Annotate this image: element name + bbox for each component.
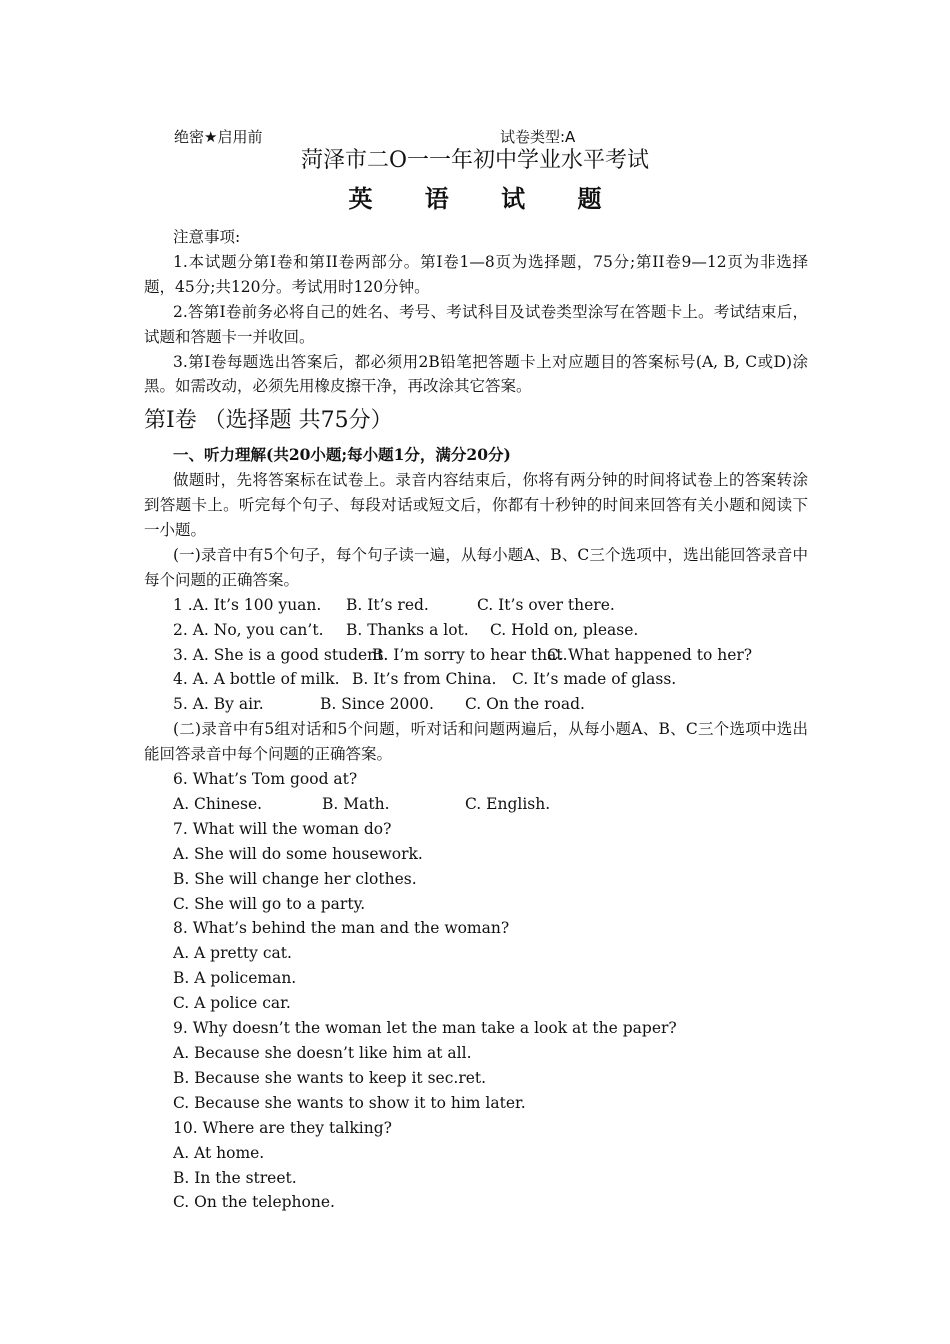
option-b: B. Thanks a lot.	[346, 620, 469, 639]
option-c: C. It’s over there.	[477, 595, 615, 614]
notes-heading: 注意事项:	[173, 228, 241, 246]
note-item-3: 3.第I卷每题选出答案后，都必须用2B铅笔把答题卡上对应题目的答案标号(A, B, C或D)涂黑。如需改动，必须先用橡皮擦干净，再改涂其它答案。	[144, 352, 808, 396]
option-a: A. Because she doesn’t like him at all.	[173, 1044, 472, 1062]
option-a: A. At home.	[173, 1143, 265, 1162]
part-intro: 做题时，先将答案标在试卷上。录音内容结束后，你将有两分钟的时间将试卷上的答案转涂到答题卡上。听完每个句子、每段对话或短文后，你都有十秒钟的时间来回答有关小题和阅读下一小题。	[144, 471, 808, 540]
note-item-2: 2.答第I卷前务必将自己的姓名、考号、考试科目及试卷类型涂写在答题卡上。考试结束后，试题和答题卡一并收回。	[144, 302, 808, 346]
note-item-1: 1.本试题分第I卷和第II卷两部分。第I卷1—8页为选择题，75分;第II卷9—12页为非选择题，45分;共120分。考试用时120分钟。	[144, 252, 808, 296]
option-b: B. It’s from China.	[352, 670, 497, 689]
question-10: 10. Where are they talking?	[173, 1118, 392, 1137]
option-b: B. It’s red.	[346, 595, 429, 614]
question-row-4	[144, 667, 808, 692]
header-line	[174, 126, 794, 148]
option-c: C. A police car.	[173, 994, 291, 1013]
question-8: 8. What’s behind the man and the woman?	[173, 919, 510, 938]
option-c: C. What happened to her?	[547, 645, 753, 664]
option-c: C. English.	[465, 794, 551, 813]
option-c: C. She will go to a party.	[173, 894, 366, 913]
question-6-options	[144, 792, 808, 817]
option-b: B. Since 2000.	[320, 695, 434, 714]
option-b: B. Because she wants to keep it sec.ret.	[173, 1068, 487, 1087]
exam-body	[144, 225, 808, 1215]
option-c: C. On the road.	[465, 695, 585, 714]
option-c: C. Because she wants to show it to him later.	[173, 1093, 526, 1112]
exam-title: 菏泽市二O一一年初中学业水平考试	[300, 148, 650, 173]
part-title: 一、听力理解(共20小题;每小题1分，满分20分)	[173, 445, 511, 465]
subpart-1-instructions: (一)录音中有5个句子，每个句子读一遍，从每小题A、B、C三个选项中，选出能回答录音中每个问题的正确答案。	[144, 545, 808, 589]
subpart-2-instructions: (二)录音中有5组对话和5个问题，听对话和问题两遍后，从每小题A、B、C三个选项中选出能回答录音中每个问题的正确答案。	[144, 720, 808, 764]
option-c: C. Hold on, please.	[490, 620, 639, 639]
option-c: C. It’s made of glass.	[512, 670, 677, 689]
question-row-5	[144, 692, 808, 717]
option-a: A. Chinese.	[173, 794, 263, 813]
option-b: B. A policeman.	[173, 969, 297, 988]
option-b: B. Math.	[322, 794, 390, 813]
option-b: B. I’m sorry to hear that.	[372, 645, 568, 664]
question-row-3	[144, 643, 808, 668]
question-9: 9. Why doesn’t the woman let the man take a look at the paper?	[173, 1019, 677, 1038]
option-b: B. She will change her clothes.	[173, 869, 417, 888]
option-a: A. A pretty cat.	[173, 944, 292, 963]
option-c: C. On the telephone.	[173, 1193, 335, 1212]
option-a: A. She will do some housework.	[173, 844, 423, 863]
option-b: B. In the street.	[173, 1168, 297, 1187]
question-7: 7. What will the woman do?	[173, 819, 392, 838]
option-a: 1 .A. It’s 100 yuan.	[173, 595, 322, 614]
subject-title: 英 语 试 题	[348, 185, 624, 213]
option-a: 4. A. A bottle of milk.	[173, 670, 340, 689]
question-row-1	[144, 593, 808, 618]
section-title: 第I卷 （选择题 共75分）	[144, 408, 393, 434]
secret-label: 绝密★启用前	[174, 128, 263, 146]
option-a: 2. A. No, you can’t.	[173, 620, 324, 639]
question-6: 6. What’s Tom good at?	[173, 770, 358, 789]
option-a: 3. A. She is a good student.	[173, 645, 389, 664]
paper-type-label: 试卷类型:A	[500, 128, 576, 146]
question-row-2	[144, 618, 808, 643]
option-a: 5. A. By air.	[173, 695, 264, 714]
